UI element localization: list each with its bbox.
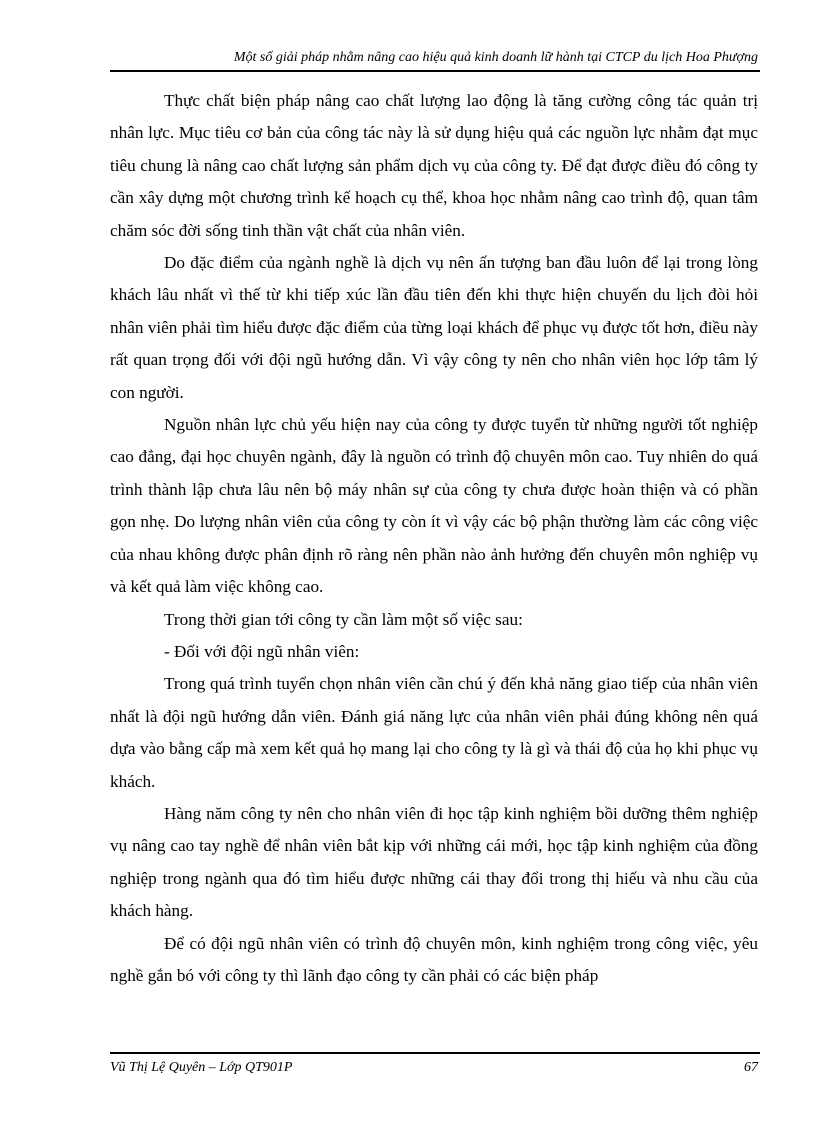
paragraph: Hàng năm công ty nên cho nhân viên đi học tập kinh nghiệm bồi dưỡng thêm nghiệp vụ nâng cao tay nghề để nhân viên bắt kịp với những cái mới, học tập kinh nghiệm của đồng nghiệp trong ngành qua đó tìm hiểu được những cái thay đổi trong thị hiếu và nhu cầu của khách hàng. (110, 803, 758, 921)
paragraph: Trong quá trình tuyển chọn nhân viên cần chú ý đến khả năng giao tiếp của nhân viên nhất là đội ngũ hướng dẫn viên. Đánh giá năng lực của nhân viên phải đúng không nên quá dựa vào bằng cấp mà xem kết quả họ mang lại cho công ty là gì và thái độ của họ khi phục vụ khách. (110, 674, 758, 791)
paragraph: Trong thời gian tới công ty cần làm một số việc sau: (164, 609, 523, 629)
header-title: Một số giải pháp nhằm nâng cao hiệu quả kinh doanh lữ hành tại CTCP du lịch Hoa Phượng (233, 50, 758, 65)
paragraph: Do đặc điểm của ngành nghề là dịch vụ nên ấn tượng ban đầu luôn để lại trong lòng khách lâu nhất vì thế từ khi tiếp xúc lần đầu tiên đến khi thực hiện chuyến du lịch đòi hỏi nhân viên phải tìm hiểu được đặc điểm của từng loại khách để phục vụ được tốt hơn, điều này rất quan trọng đối với đội ngũ hướng dẫn. Vì vậy công ty nên cho nhân viên học lớp tâm lý con người. (110, 253, 758, 402)
page-number: 67 (744, 1060, 758, 1075)
list-heading: - Đối với đội ngũ nhân viên: (164, 641, 360, 661)
page-header (110, 48, 760, 72)
paragraph: Nguồn nhân lực chủ yếu hiện nay của công ty được tuyển từ những người tốt nghiệp cao đẳng, đại học chuyên ngành, đây là nguồn có trình độ chuyên môn cao. Tuy nhiên do quá trình thành lập chưa lâu nên bộ máy nhân sự của công ty chưa được hoàn thiện và có phần gọn nhẹ. Do lượng nhân viên của công ty còn ít vì vậy các bộ phận thường làm các công việc của nhau không được phân định rõ ràng nên phần nào ảnh hưởng đến chuyên môn nghiệp vụ và kết quả làm việc không cao. (110, 415, 758, 597)
document-body (110, 85, 758, 992)
paragraph: Để có đội ngũ nhân viên có trình độ chuyên môn, kinh nghiệm trong công việc, yêu nghề gắn bó với công ty thì lãnh đạo công ty cần phải có các biện pháp (110, 933, 758, 985)
footer-author: Vũ Thị Lệ Quyên – Lớp QT901P (110, 1060, 293, 1075)
paragraph: Thực chất biện pháp nâng cao chất lượng lao động là tăng cường công tác quản trị nhân lực. Mục tiêu cơ bản của công tác này là sử dụng hiệu quả các nguồn lực nhằm đạt mục tiêu chung là nâng cao chất lượng sản phẩm dịch vụ của công ty. Để đạt được điều đó công ty cần xây dựng một chương trình kế hoạch cụ thể, khoa học nhằm nâng cao trình độ, quan tâm chăm sóc đời sống tinh thần vật chất của nhân viên. (110, 91, 758, 240)
page-footer (110, 1052, 760, 1078)
